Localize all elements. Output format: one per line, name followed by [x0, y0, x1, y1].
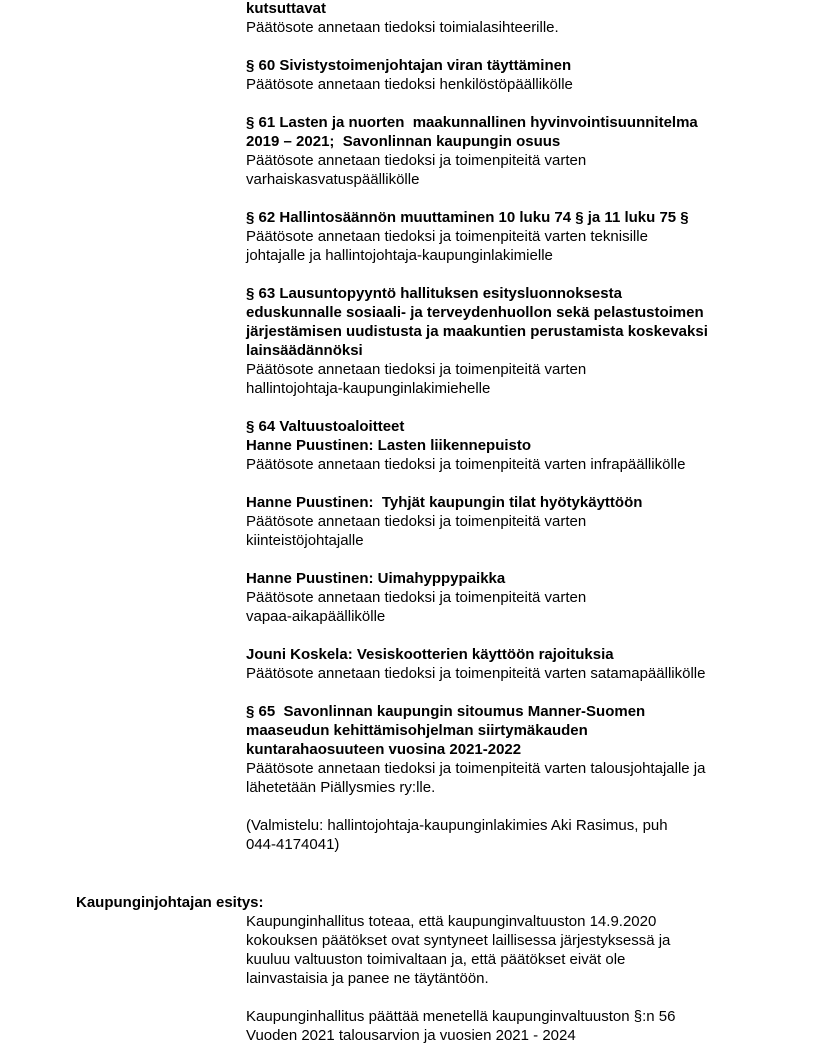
section-text — [246, 664, 786, 683]
title-line: Hanne Puustinen: Tyhjät kaupungin tilat hyötykäyttöön — [246, 494, 643, 511]
text-line: Päätösote annetaan tiedoksi ja toimenpiteitä varten — [246, 513, 587, 530]
text-line: Päätösote annetaan tiedoksi ja toimenpiteitä varten — [246, 361, 587, 378]
text-line: lainvastaisia ja panee ne täytäntöön. — [246, 970, 489, 987]
section-text — [246, 18, 786, 37]
decision-section — [246, 0, 786, 37]
text-line: Päätösote annetaan tiedoksi ja toimenpiteitä varten teknisille — [246, 228, 648, 245]
decision-section — [246, 284, 786, 398]
text-line: hallintojohtaja-kaupunginlakimiehelle — [246, 380, 491, 397]
section-title — [246, 284, 786, 360]
text-line: Vuoden 2021 talousarvion ja vuosien 2021 - 2024 — [246, 1027, 576, 1044]
proposal-paragraph — [246, 1007, 786, 1045]
section-title — [246, 569, 786, 588]
title-line: eduskunnalle sosiaali- ja terveydenhuollon sekä pelastustoimen — [246, 304, 704, 321]
section-text — [246, 816, 786, 854]
title-line: Jouni Koskela: Vesiskootterien käyttöön rajoituksia — [246, 646, 614, 663]
proposal-body — [246, 912, 786, 1064]
text-line: Päätösote annetaan tiedoksi ja toimenpiteitä varten talousjohtajalle ja — [246, 760, 706, 777]
text-line: vapaa-aikapäällikölle — [246, 608, 386, 625]
text-line: Päätösote annetaan tiedoksi ja toimenpiteitä varten satamapäällikölle — [246, 665, 706, 682]
section-text — [246, 588, 786, 626]
decision-section — [246, 56, 786, 94]
decision-section — [246, 113, 786, 189]
section-title — [246, 702, 786, 759]
text-line: kuuluu valtuuston toimivaltaan ja, että päätökset eivät ole — [246, 951, 626, 968]
title-line: Hanne Puustinen: Lasten liikennepuisto — [246, 437, 532, 454]
title-line: § 64 Valtuustoaloitteet — [246, 418, 405, 435]
text-line: johtajalle ja hallintojohtaja-kaupunginlakimielle — [246, 247, 553, 264]
section-title — [246, 0, 786, 18]
text-line: Kaupunginhallitus toteaa, että kaupunginvaltuuston 14.9.2020 — [246, 913, 657, 930]
decision-list — [246, 0, 786, 873]
decision-section — [246, 816, 786, 854]
decision-section — [246, 493, 786, 550]
text-line: Päätösote annetaan tiedoksi ja toimenpiteitä varten — [246, 152, 587, 169]
text-line: Päätösote annetaan tiedoksi toimialasihteerille. — [246, 19, 559, 36]
section-title — [246, 417, 786, 455]
title-line: § 61 Lasten ja nuorten maakunnallinen hyvinvointisuunnitelma — [246, 114, 698, 131]
title-line: § 62 Hallintosäännön muuttaminen 10 luku 74 § ja 11 luku 75 § — [246, 209, 689, 226]
text-line: Päätösote annetaan tiedoksi ja toimenpiteitä varten — [246, 589, 587, 606]
title-line: maaseudun kehittämisohjelman siirtymäkauden — [246, 722, 588, 739]
text-line: Päätösote annetaan tiedoksi henkilöstöpäällikölle — [246, 76, 573, 93]
text-line: kiinteistöjohtajalle — [246, 532, 364, 549]
section-title — [246, 113, 786, 151]
title-line: § 65 Savonlinnan kaupungin sitoumus Manner-Suomen — [246, 703, 646, 720]
proposal-paragraph — [246, 912, 786, 988]
decision-section — [246, 645, 786, 683]
title-line: kutsuttavat — [246, 0, 327, 17]
section-title — [246, 56, 786, 75]
section-title — [246, 493, 786, 512]
section-text — [246, 227, 786, 265]
text-line: (Valmistelu: hallintojohtaja-kaupunginlakimies Aki Rasimus, puh — [246, 817, 668, 834]
decision-section — [246, 208, 786, 265]
title-line: järjestämisen uudistusta ja maakuntien perustamista koskevaksi — [246, 323, 708, 340]
section-text — [246, 759, 786, 797]
text-line: kokouksen päätökset ovat syntyneet laillisessa järjestyksessä ja — [246, 932, 671, 949]
title-line: 2019 – 2021; Savonlinnan kaupungin osuus — [246, 133, 561, 150]
title-line: lainsäädännöksi — [246, 342, 363, 359]
section-text — [246, 455, 786, 474]
title-line: Hanne Puustinen: Uimahyppypaikka — [246, 570, 506, 587]
section-text — [246, 360, 786, 398]
section-title — [246, 645, 786, 664]
proposal-label: Kaupunginjohtajan esitys: — [76, 894, 264, 911]
text-line: varhaiskasvatuspäällikölle — [246, 171, 420, 188]
title-line: § 60 Sivistystoimenjohtajan viran täyttäminen — [246, 57, 572, 74]
text-line: Päätösote annetaan tiedoksi ja toimenpiteitä varten infrapäällikölle — [246, 456, 686, 473]
section-text — [246, 512, 786, 550]
text-line: Kaupunginhallitus päättää menetellä kaupunginvaltuuston §:n 56 — [246, 1008, 676, 1025]
section-text — [246, 75, 786, 94]
section-title — [246, 208, 786, 227]
text-line: lähetetään Piällysmies ry:lle. — [246, 779, 436, 796]
section-text — [246, 151, 786, 189]
decision-section — [246, 569, 786, 626]
title-line: kuntarahaosuuteen vuosina 2021-2022 — [246, 741, 522, 758]
decision-section — [246, 417, 786, 474]
text-line: 044-4174041) — [246, 836, 340, 853]
title-line: § 63 Lausuntopyyntö hallituksen esitysluonnoksesta — [246, 285, 622, 302]
decision-section — [246, 702, 786, 797]
